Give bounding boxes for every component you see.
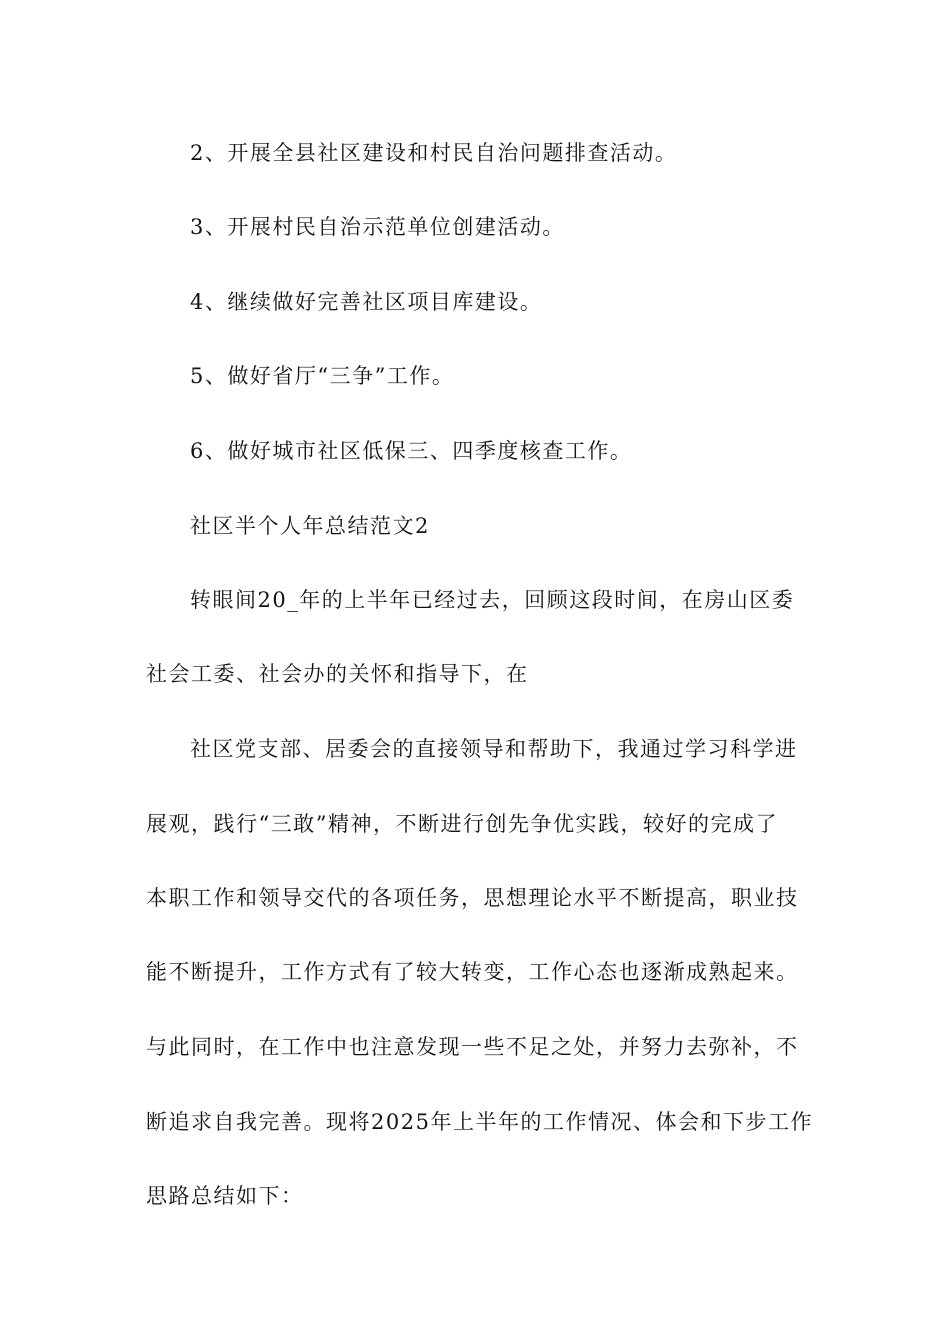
paragraph-line: 本职工作和领导交代的各项任务，思想理论水平不断提高，职业技: [146, 886, 799, 910]
list-item: 4、继续做好完善社区项目库建设。: [190, 290, 543, 314]
paragraph-line: 思路总结如下：: [146, 1184, 304, 1208]
paragraph-line: 断追求自我完善。现将2025年上半年的工作情况、体会和下步工作: [146, 1110, 813, 1134]
paragraph-line: 社会工委、社会办的关怀和指导下，在: [146, 662, 529, 686]
list-item: 6、做好城市社区低保三、四季度核查工作。: [190, 439, 633, 463]
list-item: 3、开展村民自治示范单位创建活动。: [190, 215, 565, 239]
paragraph-line: 展观，践行“三敢”精神，不断进行创先争优实践，较好的完成了: [146, 812, 778, 836]
section-title: 社区半个人年总结范文2: [190, 514, 430, 538]
list-item: 2、开展全县社区建设和村民自治问题排查活动。: [190, 141, 678, 165]
paragraph-line: 能不断提升，工作方式有了较大转变，工作心态也逐渐成熟起来。: [146, 960, 799, 984]
paragraph-line: 转眼间20_年的上半年已经过去，回顾这段时间，在房山区委: [190, 588, 795, 612]
paragraph-line: 社区党支部、居委会的直接领导和帮助下，我通过学习科学进: [190, 737, 798, 761]
paragraph-line: 与此同时，在工作中也注意发现一些不足之处，并努力去弥补，不: [146, 1035, 799, 1059]
list-item: 5、做好省厅“三争”工作。: [190, 364, 455, 388]
